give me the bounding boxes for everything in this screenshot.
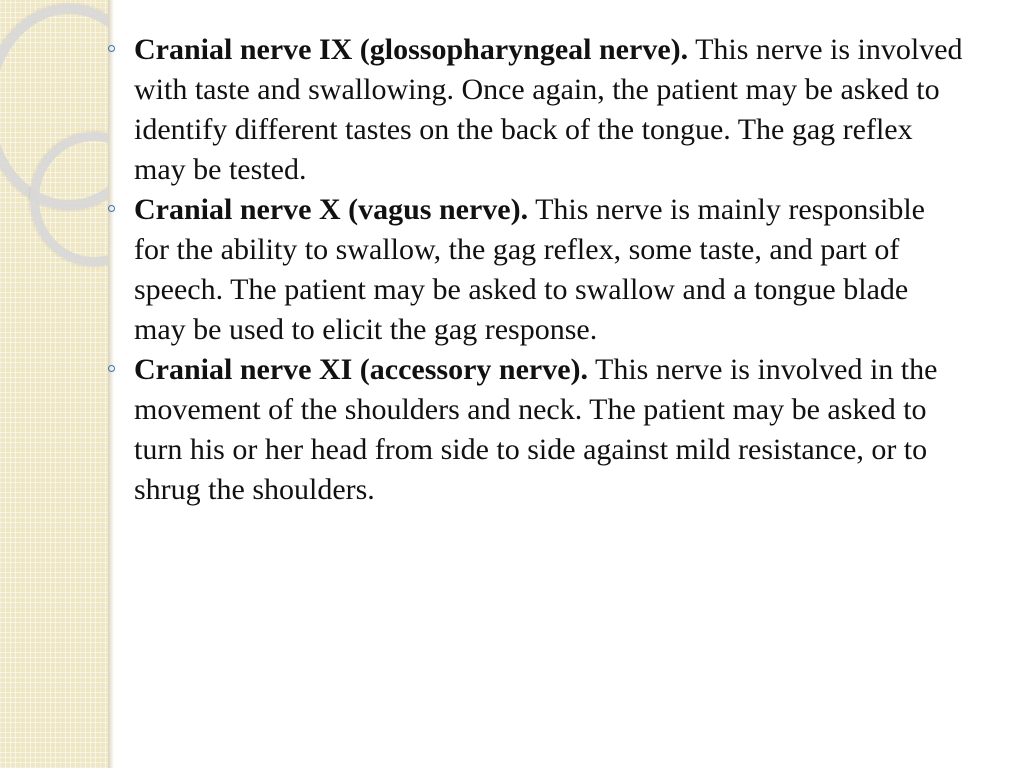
bullet-list [106,30,966,510]
bullet-item-cranial-nerve-x [106,190,966,350]
bullet-circle-icon [108,45,115,52]
bullet-heading: Cranial nerve X (vagus nerve). [134,193,529,226]
bullet-body: This nerve is involved in the movement of the shoulders and neck. The patient may be asked to turn his or her head from side to side against mild resistance, or to shrug the shoulders. [134,353,938,506]
bullet-body: This nerve is involved with taste and swallowing. Once again, the patient may be asked to identify different tastes on the back of the tongue. The gag reflex may be tested. [134,33,963,186]
bullet-item-cranial-nerve-ix [106,30,966,190]
decorative-side-panel [0,0,112,768]
bullet-circle-icon [108,365,115,372]
bullet-circle-icon [108,205,115,212]
bullet-heading: Cranial nerve IX (glossopharyngeal nerve). [134,33,689,66]
bullet-heading: Cranial nerve XI (accessory nerve). [134,353,589,386]
bullet-item-cranial-nerve-xi [106,350,966,510]
bullet-body: This nerve is mainly responsible for the ability to swallow, the gag reflex, some taste, and part of speech. The patient may be asked to swallow and a tongue blade may be used to elicit the gag response. [134,193,925,346]
